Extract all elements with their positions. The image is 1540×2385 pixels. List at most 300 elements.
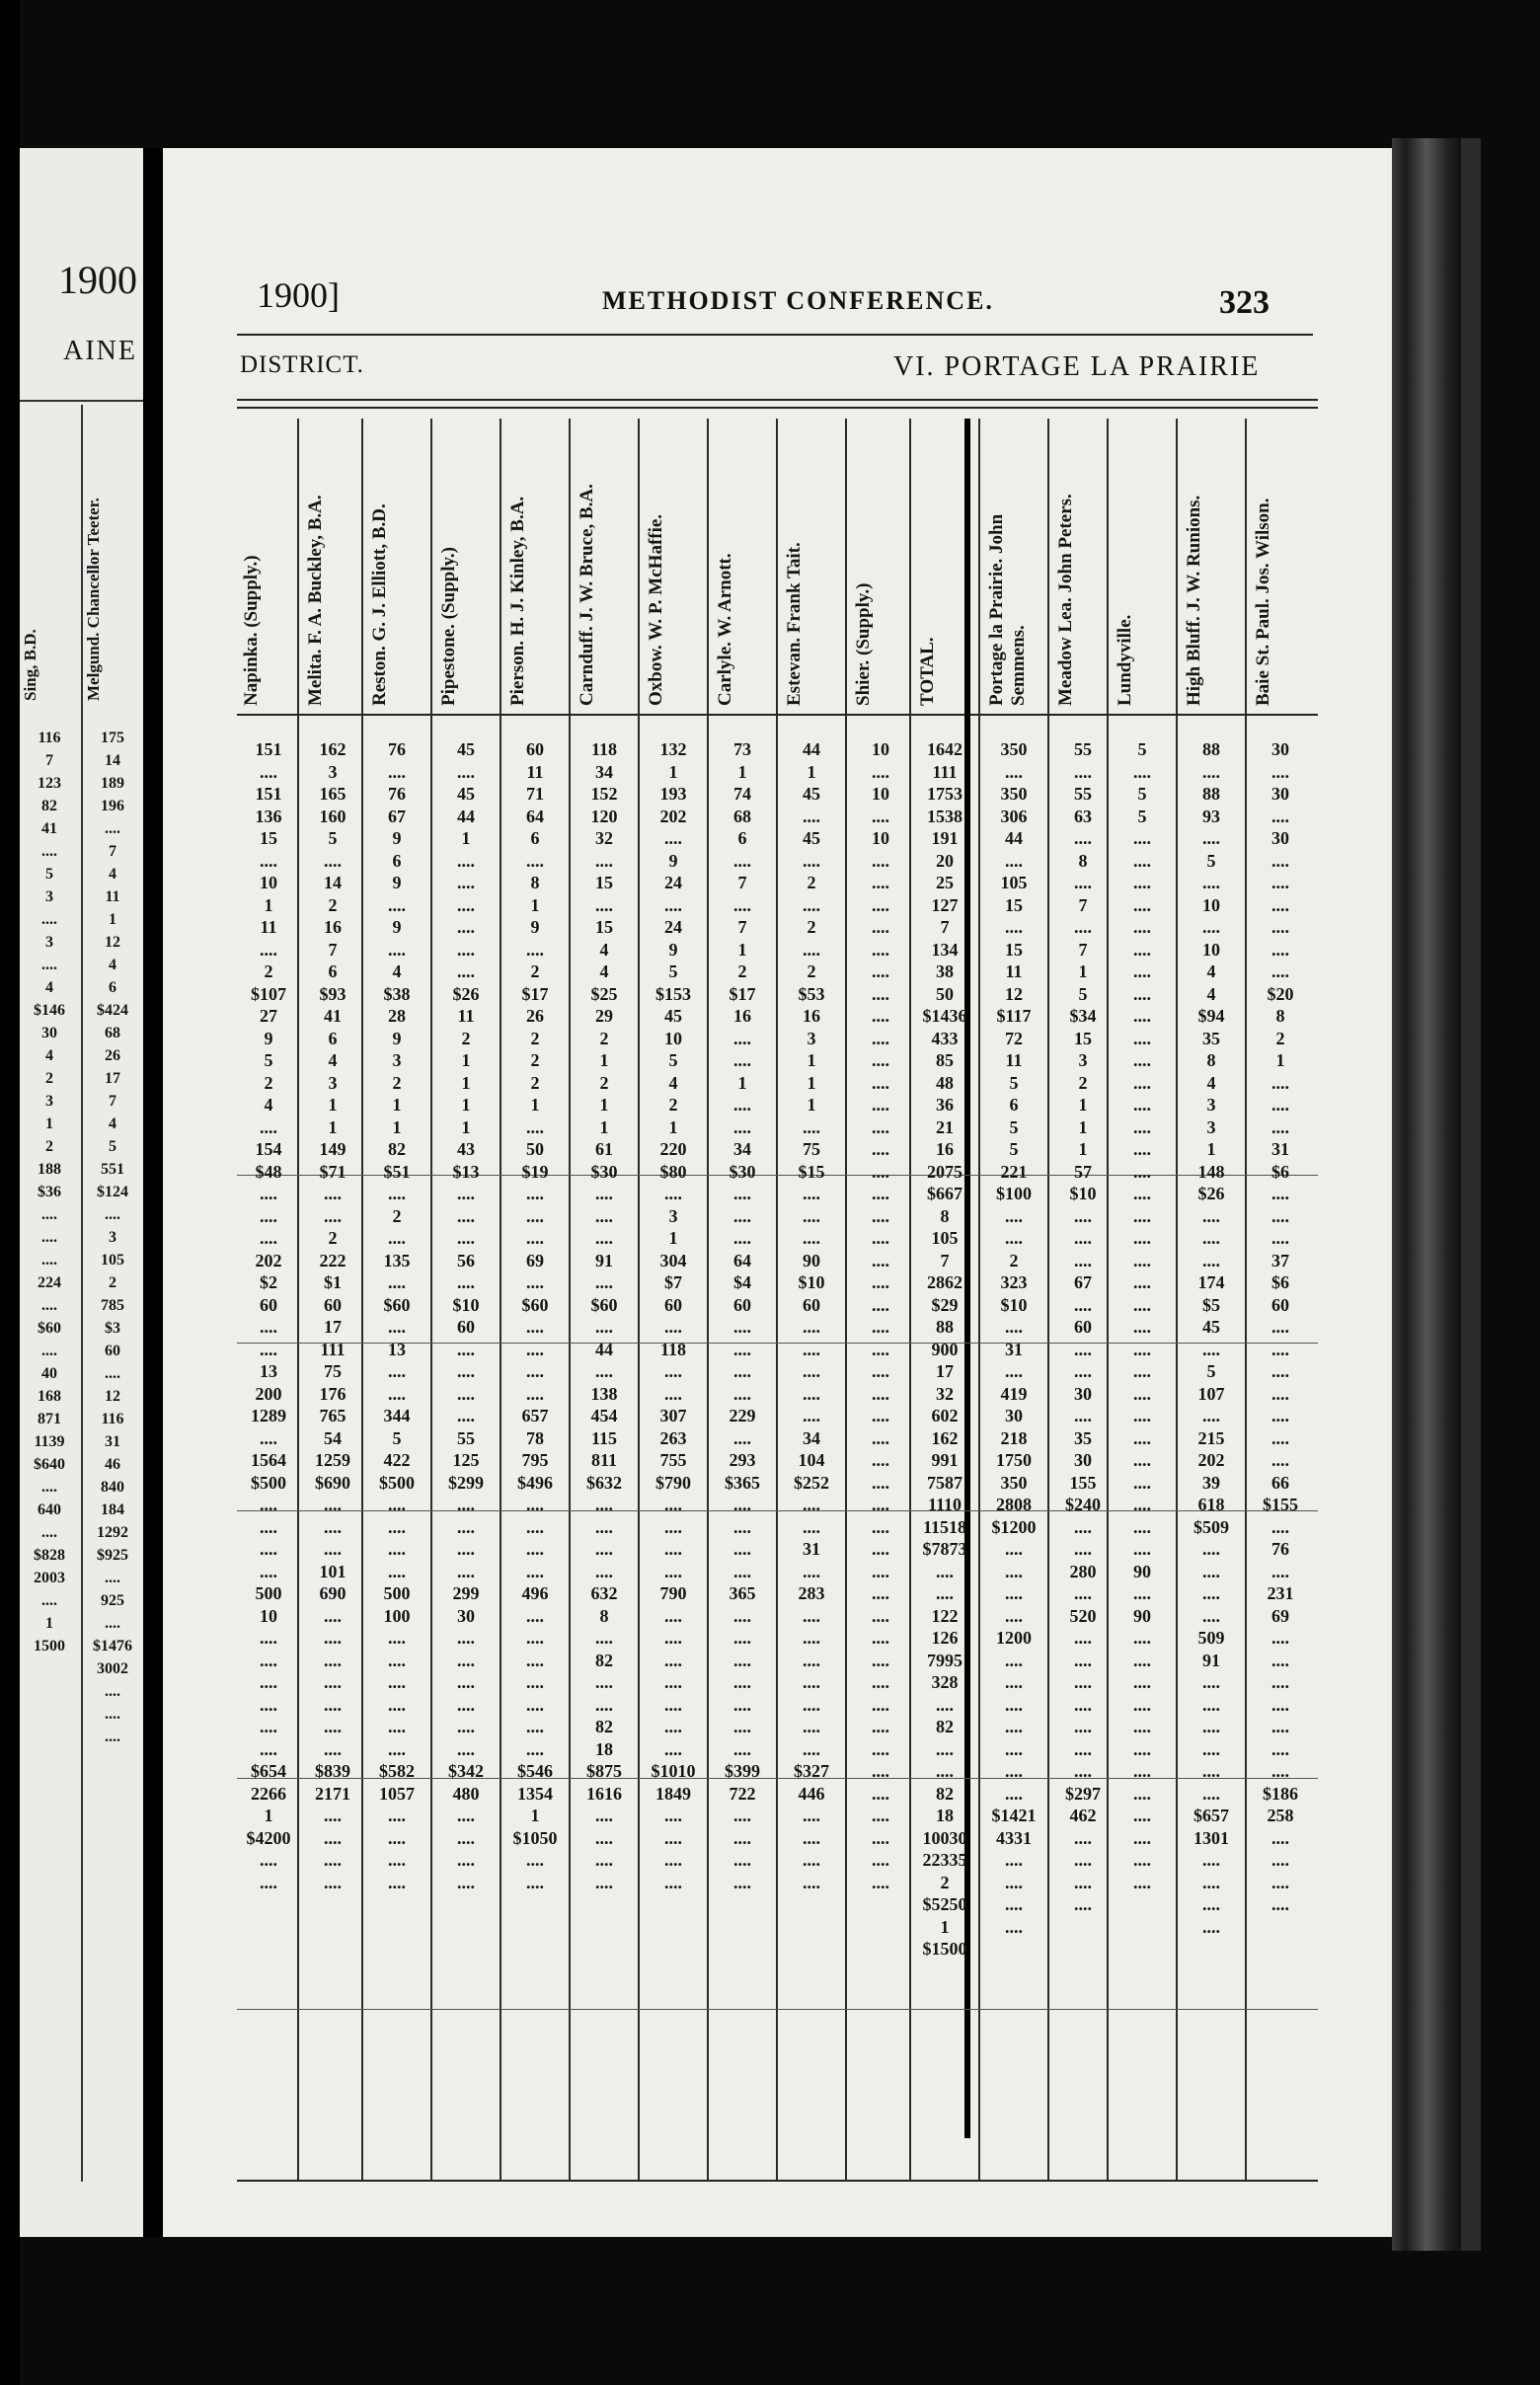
table-cell: .... (388, 1827, 406, 1848)
previous-page-cell: 14 (105, 752, 120, 769)
previous-page-cell: 41 (41, 820, 57, 837)
table-cell: 2 (1009, 1250, 1019, 1270)
table-cell: .... (1005, 1872, 1023, 1892)
table-cell: 11518 (922, 1516, 966, 1537)
table-cell: .... (260, 1561, 277, 1581)
previous-page-cell: 116 (38, 730, 61, 746)
table-cell: 5 (1009, 1139, 1019, 1159)
table-cell: 4 (1206, 983, 1216, 1004)
table-cell: 5 (1206, 1361, 1216, 1381)
table-cell: .... (664, 1806, 682, 1825)
table-cell: 71 (526, 784, 544, 804)
table-cell: .... (1005, 1850, 1023, 1870)
table-cell: .... (733, 1205, 751, 1226)
previous-page-cell: 2 (45, 1138, 53, 1155)
previous-page-cell: .... (105, 1683, 120, 1700)
table-cell: .... (803, 1738, 820, 1759)
previous-page-cell: 11 (105, 888, 120, 905)
table-cell: 191 (931, 828, 959, 848)
table-cell: 7 (940, 1250, 950, 1270)
table-cell: 60 (664, 1294, 682, 1315)
table-cell: 1 (264, 1806, 273, 1825)
table-cell: $19 (521, 1161, 549, 1182)
table-cell: 6 (1009, 1095, 1019, 1115)
table-cell: 82 (936, 1717, 954, 1736)
table-cell: .... (803, 1850, 820, 1870)
previous-page-cell: 1139 (34, 1433, 65, 1450)
book-spine-shadow (0, 0, 20, 2385)
table-cell: .... (1202, 1228, 1220, 1248)
table-cell: 35 (1074, 1427, 1092, 1448)
table-cell: .... (260, 1717, 277, 1736)
table-cell: .... (803, 1205, 820, 1226)
table-cell: .... (1074, 1827, 1092, 1848)
table-cell: .... (733, 1495, 751, 1514)
table-cell: 462 (1069, 1806, 1097, 1825)
table-cell: .... (526, 1361, 544, 1381)
table-cell: .... (1133, 828, 1151, 848)
table-cell: 7587 (927, 1472, 962, 1493)
table-cell: $30 (590, 1161, 618, 1182)
column-header: Estevan. Frank Tait. (784, 542, 805, 706)
previous-page-cell: 26 (105, 1047, 120, 1064)
table-cell: 1 (599, 1095, 609, 1115)
table-cell: .... (526, 1650, 544, 1670)
page-gutter (143, 148, 163, 2237)
table-cell: 1 (1078, 1139, 1088, 1159)
table-cell: .... (664, 1184, 682, 1203)
previous-page-cell: 7 (45, 752, 53, 769)
table-cell: 10 (872, 828, 889, 848)
column-header: Oxbow. W. P. McHaffie. (646, 513, 666, 706)
table-cell: 1 (668, 1228, 678, 1248)
table-cell: .... (1202, 1672, 1220, 1692)
table-cell: .... (872, 1050, 889, 1070)
table-cell: .... (1271, 1383, 1289, 1404)
table-cell: .... (260, 761, 277, 782)
table-cell: .... (260, 1184, 277, 1203)
table-cell: 229 (729, 1406, 756, 1425)
table-cell: 176 (319, 1383, 346, 1404)
table-cell: $20 (1267, 983, 1294, 1004)
table-cell: .... (872, 1317, 889, 1337)
previous-page-cell: 840 (101, 1479, 124, 1496)
table-cell: 9 (668, 939, 678, 960)
column-values (780, 738, 843, 1893)
previous-page-heading: AINE (63, 336, 137, 366)
table-cell: .... (260, 1516, 277, 1537)
table-cell: .... (388, 1539, 406, 1559)
column-values (913, 738, 976, 1961)
table-cell: .... (872, 1139, 889, 1159)
previous-page-cell: 1 (45, 1116, 53, 1132)
table-cell: 1 (461, 1072, 471, 1093)
table-cell: 76 (388, 739, 406, 759)
table-cell: .... (803, 1717, 820, 1736)
table-cell: .... (733, 1738, 751, 1759)
table-cell: 1 (530, 1095, 540, 1115)
table-cell: .... (1005, 850, 1023, 871)
table-cell: 75 (803, 1139, 820, 1159)
table-cell: 44 (457, 806, 475, 826)
table-cell: 1200 (996, 1628, 1032, 1648)
column-header: Lundyville. (1115, 614, 1135, 706)
table-cell: .... (872, 1539, 889, 1559)
table-cell: .... (1271, 1205, 1289, 1226)
table-cell: .... (1133, 983, 1151, 1004)
table-cell: 1 (737, 939, 747, 960)
table-cell: 323 (1000, 1272, 1028, 1292)
table-cell: 2075 (927, 1161, 962, 1182)
table-cell: 18 (936, 1806, 954, 1825)
table-cell: .... (1202, 1850, 1220, 1870)
table-cell: 55 (1074, 784, 1092, 804)
table-cell: .... (1074, 917, 1092, 937)
table-cell: 15 (595, 917, 613, 937)
table-cell: 91 (1202, 1650, 1220, 1670)
previous-page-cell: .... (41, 1229, 57, 1246)
table-cell: .... (1133, 1628, 1151, 1648)
table-cell: 60 (324, 1294, 342, 1315)
previous-page-cell: $828 (34, 1547, 65, 1564)
table-cell: 6 (328, 1028, 338, 1048)
table-cell: .... (803, 1383, 820, 1404)
table-cell: $500 (251, 1472, 286, 1493)
table-cell: 231 (1267, 1583, 1294, 1603)
ledger-page (163, 148, 1392, 2237)
column-values (365, 738, 428, 1893)
table-cell: 162 (319, 739, 346, 759)
table-cell: .... (388, 1228, 406, 1248)
table-cell: .... (1133, 873, 1151, 892)
table-cell: 5 (1009, 1072, 1019, 1093)
table-cell: 263 (659, 1427, 687, 1448)
table-cell: 126 (931, 1628, 959, 1648)
table-cell: 37 (1271, 1250, 1289, 1270)
table-cell: .... (803, 1116, 820, 1137)
table-cell: 82 (388, 1139, 406, 1159)
table-cell: 2 (328, 894, 338, 915)
column-values (1051, 738, 1115, 1916)
table-cell: 3 (328, 1072, 338, 1093)
previous-page-cell: 2 (109, 1274, 116, 1291)
table-cell: 220 (659, 1139, 687, 1159)
table-cell: 93 (1202, 806, 1220, 826)
table-cell: .... (1133, 1139, 1151, 1159)
previous-page-cell: 871 (38, 1411, 61, 1427)
table-cell: $839 (315, 1761, 350, 1781)
previous-page-cell: .... (105, 1615, 120, 1632)
table-cell: .... (388, 1850, 406, 1870)
previous-column-header-1: Sing, B.D. (21, 629, 39, 701)
table-cell: .... (1271, 850, 1289, 871)
table-cell: .... (324, 1184, 342, 1203)
table-cell: .... (872, 894, 889, 915)
table-cell: 1 (392, 1095, 402, 1115)
table-cell: $53 (798, 983, 825, 1004)
table-cell: 4 (599, 939, 609, 960)
table-cell: 509 (1197, 1628, 1225, 1648)
previous-page-cell: .... (105, 1570, 120, 1586)
table-cell: 74 (733, 784, 751, 804)
table-cell: .... (526, 1272, 544, 1292)
table-cell: 18 (595, 1738, 613, 1759)
table-cell: 1616 (586, 1783, 622, 1804)
table-cell: 480 (452, 1783, 480, 1804)
table-cell: 258 (1267, 1806, 1294, 1825)
table-cell: .... (872, 1272, 889, 1292)
table-cell: .... (872, 1827, 889, 1848)
table-cell: .... (526, 1339, 544, 1359)
table-cell: 215 (1197, 1427, 1225, 1448)
table-cell: .... (664, 1628, 682, 1648)
table-cell: .... (526, 1872, 544, 1892)
table-cell: 13 (388, 1339, 406, 1359)
previous-page-cell: 2 (45, 1070, 53, 1087)
table-cell: $546 (517, 1761, 553, 1781)
table-cell: .... (526, 1717, 544, 1736)
previous-page-cell: 5 (45, 866, 53, 883)
previous-page-cell: 46 (105, 1456, 120, 1473)
table-cell: 304 (659, 1250, 687, 1270)
table-cell: .... (1005, 1650, 1023, 1670)
table-cell: 1642 (927, 739, 962, 759)
table-cell: 7 (940, 917, 950, 937)
table-cell: 3 (668, 1205, 678, 1226)
table-cell: $80 (659, 1161, 687, 1182)
table-cell: .... (872, 1383, 889, 1404)
column-header: Pipestone. (Supply.) (438, 546, 459, 706)
table-cell: .... (526, 939, 544, 960)
table-cell: .... (526, 1672, 544, 1692)
column-values (711, 738, 774, 1893)
table-cell: .... (1074, 1850, 1092, 1870)
previous-page-cell: .... (105, 1706, 120, 1723)
table-cell: .... (872, 1472, 889, 1493)
table-cell: 1 (264, 894, 273, 915)
table-cell: 3 (328, 761, 338, 782)
table-cell: 22335 (922, 1850, 967, 1870)
table-cell: .... (457, 761, 475, 782)
table-cell: .... (664, 1539, 682, 1559)
table-cell: $10 (1000, 1294, 1028, 1315)
table-cell: .... (1133, 1472, 1151, 1493)
table-cell: .... (803, 939, 820, 960)
table-cell: .... (457, 1406, 475, 1425)
table-cell: .... (1005, 1539, 1023, 1559)
previous-page-cell: 17 (105, 1070, 120, 1087)
table-cell: .... (388, 1672, 406, 1692)
table-cell: 15 (1005, 939, 1023, 960)
table-cell: .... (388, 1628, 406, 1648)
table-cell: .... (457, 939, 475, 960)
table-cell: .... (260, 1495, 277, 1514)
table-cell: .... (872, 850, 889, 871)
table-cell: .... (388, 1738, 406, 1759)
table-cell: .... (260, 850, 277, 871)
table-cell: .... (1271, 1761, 1289, 1781)
table-cell: 50 (936, 983, 954, 1004)
table-cell: .... (1271, 1427, 1289, 1448)
column-header: Baie St. Paul. Jos. Wilson. (1253, 498, 1273, 706)
table-cell: 17 (324, 1317, 342, 1337)
section-rule (237, 2009, 1318, 2010)
table-cell: 15 (1005, 894, 1023, 915)
column-header: Portage la Prairie. John Semmens. (986, 513, 1029, 706)
previous-page-cell: 640 (38, 1501, 61, 1518)
table-cell: 344 (383, 1406, 411, 1425)
table-cell: .... (457, 1272, 475, 1292)
table-cell: 55 (457, 1427, 475, 1448)
table-cell: .... (664, 1516, 682, 1537)
table-cell: 2171 (315, 1783, 350, 1804)
table-cell: 34 (733, 1139, 751, 1159)
table-cell: 135 (383, 1250, 411, 1270)
table-cell: .... (457, 850, 475, 871)
table-cell: 3 (1206, 1095, 1216, 1115)
table-cell: .... (733, 1383, 751, 1404)
table-cell: .... (1133, 1406, 1151, 1425)
table-cell: $5 (1202, 1294, 1220, 1315)
table-cell: .... (1271, 939, 1289, 960)
table-cell: 12 (1005, 983, 1023, 1004)
table-cell: .... (388, 1495, 406, 1514)
title-rule (237, 334, 1313, 336)
table-cell: 44 (1005, 828, 1023, 848)
table-cell: 45 (664, 1006, 682, 1026)
column-rule (978, 419, 980, 2181)
previous-page-cell: $640 (34, 1456, 65, 1473)
table-cell: .... (664, 1672, 682, 1692)
table-cell: .... (1133, 1850, 1151, 1870)
table-cell: .... (1202, 917, 1220, 937)
table-cell: 6 (530, 828, 540, 848)
table-cell: .... (936, 1561, 954, 1581)
table-cell: 68 (733, 806, 751, 826)
table-cell: 151 (255, 784, 282, 804)
table-cell: .... (595, 1205, 613, 1226)
table-cell: 1 (668, 1116, 678, 1137)
table-cell: .... (1074, 1761, 1092, 1781)
table-cell: 2 (1078, 1072, 1088, 1093)
previous-page-cell: 551 (101, 1161, 124, 1178)
table-cell: .... (936, 1738, 954, 1759)
table-cell: .... (664, 1650, 682, 1670)
previous-page-cell: $36 (38, 1184, 61, 1200)
table-cell: 1 (940, 1916, 950, 1937)
table-cell: 105 (931, 1228, 959, 1248)
previous-page-cell: .... (41, 1252, 57, 1269)
section-label: VI. PORTAGE LA PRAIRIE (893, 351, 1261, 382)
table-cell: 174 (1197, 1272, 1225, 1292)
table-cell: 1 (737, 1072, 747, 1093)
table-cell: 45 (457, 784, 475, 804)
table-cell: 5 (668, 1050, 678, 1070)
table-cell: .... (1271, 1672, 1289, 1692)
table-cell: .... (324, 1850, 342, 1870)
table-cell: 31 (1005, 1339, 1023, 1359)
column-header: Shier. (Supply.) (853, 582, 874, 706)
table-cell: .... (1133, 1650, 1151, 1670)
table-cell: .... (872, 1406, 889, 1425)
table-cell: .... (872, 1783, 889, 1804)
table-cell: 3 (1078, 1050, 1088, 1070)
table-cell: 60 (457, 1317, 475, 1337)
table-cell: 88 (1202, 784, 1220, 804)
table-cell: .... (872, 1450, 889, 1470)
table-cell: .... (1074, 1628, 1092, 1648)
table-cell: .... (260, 1872, 277, 1892)
table-cell: .... (803, 1806, 820, 1825)
table-cell: .... (1133, 1827, 1151, 1848)
table-cell: 5 (264, 1050, 273, 1070)
table-cell: 2808 (996, 1495, 1032, 1514)
table-cell: 60 (260, 1294, 277, 1315)
table-cell: .... (1271, 1361, 1289, 1381)
table-cell: .... (872, 1184, 889, 1203)
table-cell: .... (1271, 1561, 1289, 1581)
table-cell: .... (803, 806, 820, 826)
previous-page-cell: 30 (41, 1025, 57, 1041)
table-cell: .... (872, 1427, 889, 1448)
table-cell: .... (872, 873, 889, 892)
table-cell: .... (803, 850, 820, 871)
table-cell: .... (936, 1694, 954, 1715)
table-cell: .... (1133, 1495, 1151, 1514)
table-cell: $6 (1271, 1272, 1289, 1292)
table-cell: $500 (379, 1472, 415, 1493)
table-cell: 31 (1271, 1139, 1289, 1159)
table-cell: 350 (1000, 784, 1028, 804)
table-cell: 91 (595, 1250, 613, 1270)
previous-page-fragment (20, 148, 143, 2237)
table-cell: 30 (1271, 739, 1289, 759)
table-cell: 3 (1206, 1116, 1216, 1137)
table-cell: .... (324, 1539, 342, 1559)
table-cell: $1500 (922, 1939, 967, 1959)
table-cell: 63 (1074, 806, 1092, 826)
table-cell: .... (1074, 1694, 1092, 1715)
table-cell: 32 (936, 1383, 954, 1404)
table-cell: .... (1133, 1228, 1151, 1248)
table-cell: 690 (319, 1583, 346, 1603)
table-cell: 991 (931, 1450, 959, 1470)
table-cell: .... (457, 1495, 475, 1514)
table-cell: .... (324, 1650, 342, 1670)
table-cell: 50 (526, 1139, 544, 1159)
page-stack-edge-dark (1461, 138, 1481, 2251)
table-cell: 10 (664, 1028, 682, 1048)
previous-page-rule (20, 400, 143, 402)
table-cell: .... (388, 1872, 406, 1892)
table-cell: .... (872, 1694, 889, 1715)
table-cell: 5 (328, 828, 338, 848)
table-cell: .... (1005, 761, 1023, 782)
table-cell: 202 (255, 1250, 282, 1270)
table-cell: 75 (324, 1361, 342, 1381)
table-cell: 136 (255, 806, 282, 826)
table-cell: .... (1005, 1783, 1023, 1804)
table-cell: 1 (461, 828, 471, 848)
table-cell: 8 (1078, 850, 1088, 871)
table-cell: 9 (530, 917, 540, 937)
table-cell: .... (733, 1672, 751, 1692)
table-cell: .... (664, 828, 682, 848)
table-cell: .... (1074, 828, 1092, 848)
table-cell: .... (595, 1272, 613, 1292)
table-cell: 15 (1074, 1028, 1092, 1048)
table-cell: .... (803, 1628, 820, 1648)
